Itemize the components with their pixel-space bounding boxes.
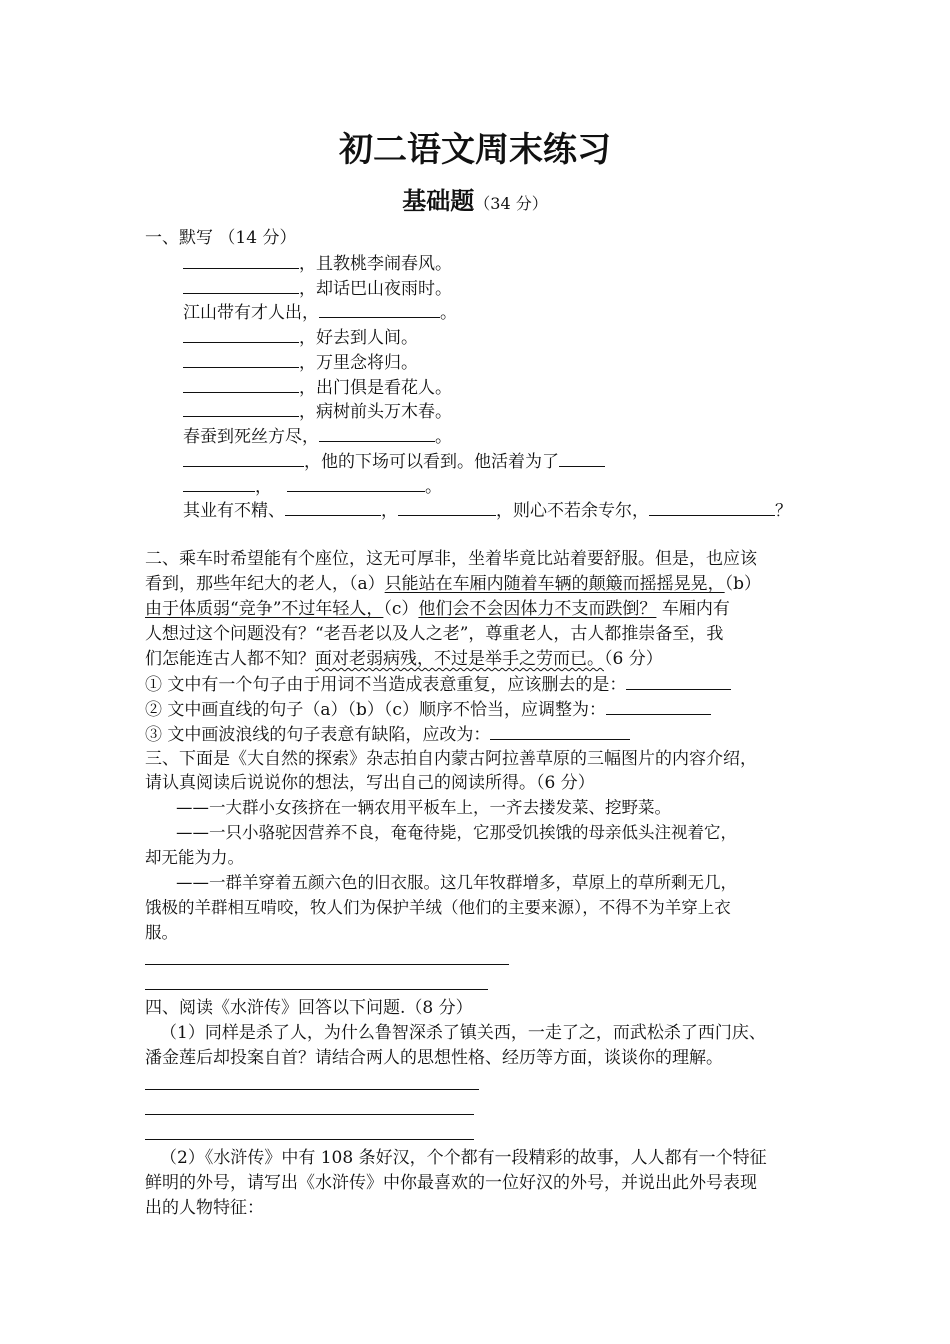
answer-blank[interactable]	[183, 475, 255, 492]
answer-line[interactable]	[145, 964, 509, 965]
picture-caption-3: ——一群羊穿着五颜六色的旧衣服。这几年牧群增多，草原上的草所剩无几，	[176, 873, 737, 892]
dictation-line-10	[183, 475, 442, 498]
question-text: ① 文中有一个句子由于用词不当造成表意重复，应该删去的是：	[145, 675, 627, 695]
dictation-line-2	[183, 277, 452, 300]
answer-blank[interactable]	[183, 450, 304, 467]
line-text: ，万里念将归。	[299, 353, 418, 373]
section4-heading: 四、阅读《水浒传》回答以下问题.（8 分）	[145, 998, 473, 1018]
text-span: 们怎能连古人都不知？	[145, 649, 315, 669]
dictation-line-11	[183, 499, 792, 522]
section2-paragraph-line-2	[145, 573, 761, 595]
score-label: （6 分）	[604, 649, 663, 669]
subtitle-main: 基础题	[402, 186, 475, 215]
line-text: ，出门俱是看花人。	[299, 378, 452, 398]
section-subtitle	[0, 186, 950, 219]
section2-paragraph-line-3	[145, 598, 730, 620]
dictation-line-5	[183, 351, 418, 374]
line-text: ？	[775, 501, 792, 521]
line-text: ，	[381, 501, 398, 521]
document-title: 初二语文周末练习	[339, 130, 611, 170]
line-text: ，好去到人间。	[299, 328, 418, 348]
section2-paragraph-line-1: 二、乘车时希望能有个座位，这无可厚非，坐着毕竟比站着要舒服。但是，也应该	[145, 549, 757, 569]
answer-blank[interactable]	[285, 499, 381, 516]
underlined-sentence-b: 由于体质弱“竞争”不过年轻人，	[145, 599, 384, 619]
line-text: ，则心不若余专尔，	[496, 501, 649, 521]
answer-blank[interactable]	[287, 475, 425, 492]
dictation-line-4	[183, 326, 418, 349]
underlined-sentence-a: 只能站在车厢内随着车辆的颠簸而摇摇晃晃，	[384, 574, 725, 594]
section3-paragraph-line-1: 三、下面是《大自然的探索》杂志拍自内蒙古阿拉善草原的三幅图片的内容介绍，	[145, 749, 757, 769]
dictation-line-1	[183, 252, 452, 275]
answer-blank[interactable]	[183, 277, 299, 294]
line-text: 其业有不精、	[183, 501, 285, 521]
answer-blank[interactable]	[649, 499, 775, 516]
text-span: 看到，那些年纪大的老人，（a）	[145, 574, 385, 594]
picture-caption-3-end: 服。	[145, 923, 178, 942]
dictation-line-3	[183, 301, 457, 324]
section2-paragraph-line-5	[145, 648, 663, 670]
section4-question-1-line-2: 潘金莲后却投案自首？请结合两人的思想性格、经历等方面，谈谈你的理解。	[145, 1048, 723, 1068]
line-text: ，他的下场可以看到。他活着为了	[304, 452, 559, 472]
answer-blank[interactable]	[319, 425, 435, 442]
question-text: ② 文中画直线的句子（a）（b）（c）顺序不恰当，应调整为：	[145, 700, 606, 720]
section2-question-3	[145, 723, 630, 746]
dictation-line-8	[183, 425, 452, 448]
answer-blank[interactable]	[183, 400, 299, 417]
text-span: （c）	[383, 599, 419, 619]
answer-blank[interactable]	[183, 376, 299, 393]
section2-question-1	[145, 673, 731, 696]
line-text: ，病树前头万木春。	[299, 402, 452, 422]
subtitle-score: （34 分）	[474, 194, 548, 213]
answer-blank[interactable]	[319, 301, 440, 318]
section4-question-1-line-1: （1）同样是杀了人，为什么鲁智深杀了镇关西，一走了之，而武松杀了西门庆、	[160, 1023, 766, 1043]
line-text: 江山带有才人出，	[183, 303, 319, 323]
section2-question-2	[145, 698, 711, 721]
answer-blank[interactable]	[559, 450, 605, 467]
answer-blank[interactable]	[490, 723, 630, 740]
answer-blank[interactable]	[183, 351, 299, 368]
dictation-line-7	[183, 400, 452, 423]
line-text: ，	[255, 477, 272, 497]
answer-blank[interactable]	[183, 326, 299, 343]
question-text: ③ 文中画波浪线的句子表意有缺陷，应改为：	[145, 725, 491, 745]
picture-caption-1: ——一大群小女孩挤在一辆农用平板车上，一齐去搂发菜、挖野菜。	[176, 798, 671, 817]
answer-line[interactable]	[145, 989, 488, 990]
answer-line[interactable]	[145, 1114, 474, 1115]
text-span: （b）	[724, 574, 762, 594]
underlined-sentence-c: 他们会不会因体力不支而跌倒？	[418, 599, 657, 619]
answer-blank[interactable]	[398, 499, 496, 516]
line-text: 。	[435, 427, 452, 447]
section3-paragraph-line-2: 请认真阅读后说说你的想法，写出自己的阅读所得。（6 分）	[145, 773, 595, 793]
section1-heading: 一、默写 （14 分）	[145, 228, 297, 248]
answer-blank[interactable]	[626, 673, 731, 690]
line-text: 春蚕到死丝方尽，	[183, 427, 319, 447]
line-text: ，却话巴山夜雨时。	[299, 279, 452, 299]
picture-caption-2: ——一只小骆驼因营养不良，奄奄待毙，它那受饥挨饿的母亲低头注视着它，	[176, 823, 737, 842]
answer-line[interactable]	[145, 1089, 479, 1090]
dictation-line-6	[183, 376, 452, 399]
wavy-underlined-sentence: 面对老弱病残，不过是举手之劳而已。	[315, 649, 604, 669]
answer-blank[interactable]	[183, 252, 299, 269]
dictation-line-9	[183, 450, 605, 473]
line-text: ，且教桃李闹春风。	[299, 254, 452, 274]
section4-question-2-line-3: 出的人物特征：	[145, 1198, 264, 1218]
picture-caption-3-cont: 饿极的羊群相互啃咬，牧人们为保护羊绒（他们的主要来源），不得不为羊穿上衣	[145, 898, 731, 917]
line-text: 。	[425, 477, 442, 497]
section4-question-2-line-2: 鲜明的外号，请写出《水浒传》中你最喜欢的一位好汉的外号，并说出此外号表现	[145, 1173, 757, 1193]
picture-caption-2-cont: 却无能为力。	[145, 848, 244, 867]
answer-line[interactable]	[145, 1139, 474, 1140]
section4-question-2-line-1: （2）《水浒传》中有 108 条好汉，个个都有一段精彩的故事，人人都有一个特征	[160, 1148, 767, 1168]
answer-blank[interactable]	[606, 698, 711, 715]
line-text: 。	[440, 303, 457, 323]
text-span: 车厢内有	[656, 599, 730, 619]
section2-paragraph-line-4: 人想过这个问题没有？“老吾老以及人之老”，尊重老人，古人都推崇备至，我	[145, 624, 724, 644]
